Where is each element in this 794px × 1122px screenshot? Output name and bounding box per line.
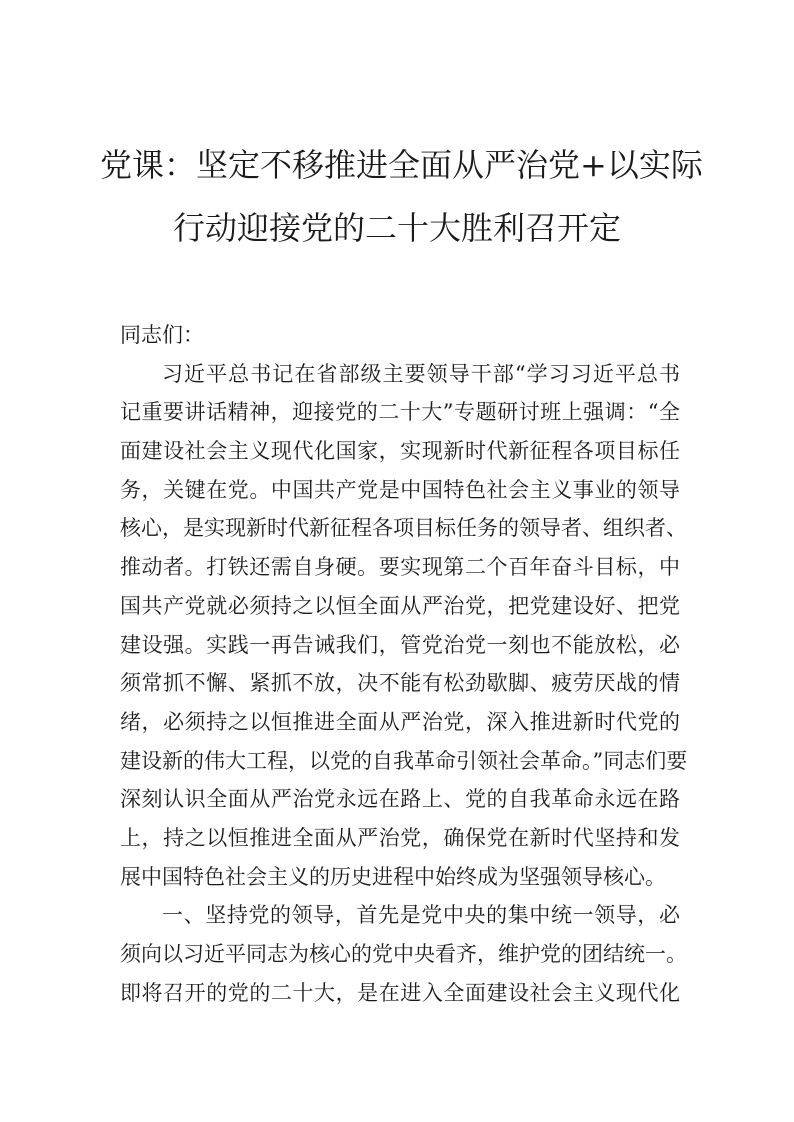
- paragraph-1-line: 面建设社会主义现代化国家，实现新时代新征程各项目标任: [120, 439, 680, 464]
- paragraph-1-line: 国共产党就必须持之以恒全面从严治党，把党建设好、把党: [120, 593, 680, 618]
- salutation: 同志们：: [120, 323, 204, 347]
- paragraph-1-line: 推动者。打铁还需自身硬。要实现第二个百年奋斗目标，中: [120, 555, 680, 580]
- paragraph-2-line: 即将召开的党的二十大，是在进入全面建设社会主义现代化: [120, 980, 680, 1005]
- paragraph-1-line: 建设强。实践一再告诫我们，管党治党一刻也不能放松，必: [120, 632, 680, 657]
- paragraph-2-line: 一、坚持党的领导，首先是党中央的集中统一领导，必: [162, 903, 680, 928]
- paragraph-1-line: 须常抓不懈、紧抓不放，决不能有松劲歇脚、疲劳厌战的情: [120, 671, 680, 696]
- paragraph-1-line: 记重要讲话精神，迎接党的二十大”专题研讨班上强调：“全: [120, 400, 680, 425]
- paragraph-1-line: 核心，是实现新时代新征程各项目标任务的领导者、组织者、: [120, 516, 687, 541]
- paragraph-1-line: 深刻认识全面从严治党永远在路上、党的自我革命永远在路: [120, 787, 680, 812]
- paragraph-1-line: 展中国特色社会主义的历史进程中始终成为坚强领导核心。: [120, 864, 666, 889]
- document-title-line-2: 行动迎接党的二十大胜利召开定: [172, 209, 621, 247]
- document-body: [120, 316, 688, 1012]
- document-title-line-1: 党课：坚定不移推进全面从严治党+以实际: [100, 146, 703, 184]
- paragraph-2-line: 须向以习近平同志为核心的党中央看齐，维护党的团结统一。: [120, 942, 687, 966]
- paragraph-1-line: 绪，必须持之以恒推进全面从严治党，深入推进新时代党的: [120, 709, 680, 734]
- paragraph-1-line: 建设新的伟大工程，以党的自我革命引领社会革命。”同志们要: [120, 748, 688, 773]
- paragraph-1-line: 习近平总书记在省部级主要领导干部“学习习近平总书: [162, 361, 680, 386]
- paragraph-1-line: 上，持之以恒推进全面从严治党，确保党在新时代坚持和发: [120, 825, 680, 850]
- paragraph-1-line: 务，关键在党。中国共产党是中国特色社会主义事业的领导: [120, 477, 680, 502]
